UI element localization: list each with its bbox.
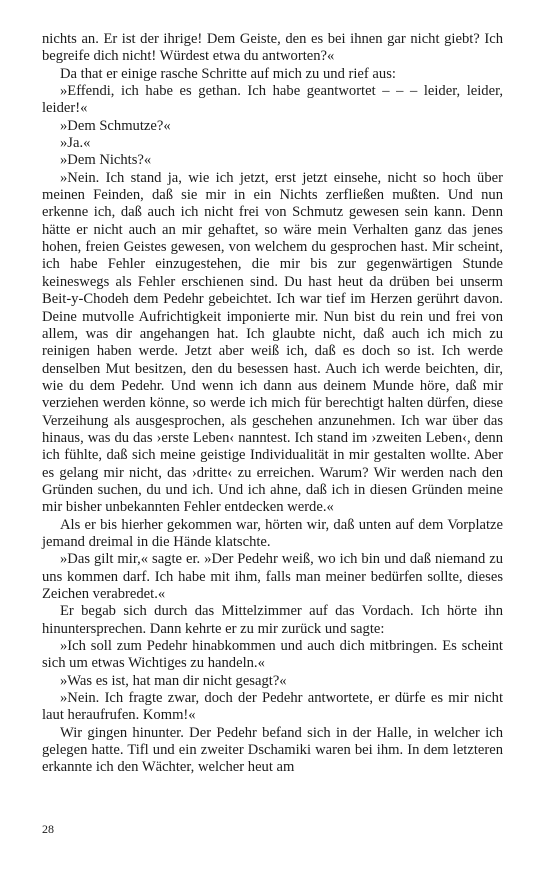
paragraph: »Ja.«: [60, 135, 91, 152]
paragraph: »Das gilt mir,« sagte er. »Der Pedehr weiß, wo ich bin und daß niemand zu uns kommen darf. Ich habe mit ihm, falls man meiner bedürfen sollte, dieses Zeichen verabredet.«: [42, 551, 503, 602]
paragraph: »Was es ist, hat man dir nicht gesagt?«: [60, 672, 287, 689]
page-number: 28: [42, 822, 54, 836]
paragraph: Er begab sich durch das Mittelzimmer auf das Vordach. Ich hörte ihn hinuntersprechen. Dann kehrte er zu mir zurück und sagte:: [42, 603, 503, 637]
paragraph: »Dem Schmutze?«: [60, 117, 171, 134]
paragraph: »Ich soll zum Pedehr hinabkommen und auch dich mitbringen. Es scheint sich um etwas Wichtiges zu handeln.«: [42, 638, 503, 672]
paragraph: Als er bis hierher gekommen war, hörten wir, daß unten auf dem Vorplatze jemand dreimal in die Hände klatschte.: [42, 516, 503, 550]
paragraph: Wir gingen hinunter. Der Pedehr befand sich in der Halle, in welcher ich gelegen hatte. Tifl und ein zweiter Dschamiki waren bei ihm. In dem letzteren erkannte ich den Wächter, welcher heut am: [42, 724, 503, 776]
paragraph: nichts an. Er ist der ihrige! Dem Geiste, den es bei ihnen gar nicht giebt? Ich begreife dich nicht! Würdest etwa du antworten?«: [42, 31, 503, 65]
paragraph: »Nein. Ich fragte zwar, doch der Pedehr antwortete, er dürfe es mir nicht laut heraufrufen. Komm!«: [42, 690, 503, 724]
paragraph: »Nein. Ich stand ja, wie ich jetzt, erst jetzt einsehe, nicht so hoch über meinen Feinden, daß sie mir in ein Nichts zerfließen mußten. Und nun erkenne ich, daß auch ich nicht frei von Schmutz gewesen sein kann. Denn hätte er nicht auch an mir gehaftet, so wäre mein Verhalten ganz das jenes hohen, freien Geistes gewesen, von welchem du gesprochen hast. Mir scheint, ich habe Fehler einzugestehen, die mir bis zur gegenwärtigen Stunde keineswegs als Fehler erschienen sind. Du hast heut da drüben bei unserm Beit-y-Chodeh dem Pedehr gebeichtet. Ich war tief im Herzen gerührt davon. Deine mutvolle Aufrichtigkeit imponierte mir. Nun bist du rein und frei von allem, was dir angehangen hat. Ich glaubte nicht, daß auch ich mich zu reinigen haben werde. Jetzt aber weiß ich, daß es doch so ist. Ich werde denselben Mut besitzen, den du besessen hast. Auch ich werde beichten, dir, wie du dem Pedehr. Und wenn ich dann aus deinem Munde höre, daß mir verziehen werden könne, so werde ich mich für berechtigt halten dürfen, diese Verzeihung als ausgesprochen, als geschehen anzunehmen. Ich war über das hinaus, was du das ›erste Leben‹ nanntest. Ich stand im ›zweiten Leben‹, denn ich fühlte, daß sich meine geistige Individualität in mir gestalten wollte. Aber es gelang mir nicht, das ›dritte‹ zu erreichen. Warum? Wir werden nach den Gründen suchen, du und ich. Und ich ahne, daß ich in diesen Gründen meine mir bisher unbekannten Fehler entdecken werde.«: [42, 169, 503, 516]
body-text: [42, 31, 503, 777]
paragraph: Da that er einige rasche Schritte auf mich zu und rief aus:: [60, 65, 396, 82]
paragraph: »Dem Nichts?«: [60, 152, 152, 169]
paragraph: »Effendi, ich habe es gethan. Ich habe geantwortet – – – leider, leider, leider!«: [42, 83, 503, 117]
